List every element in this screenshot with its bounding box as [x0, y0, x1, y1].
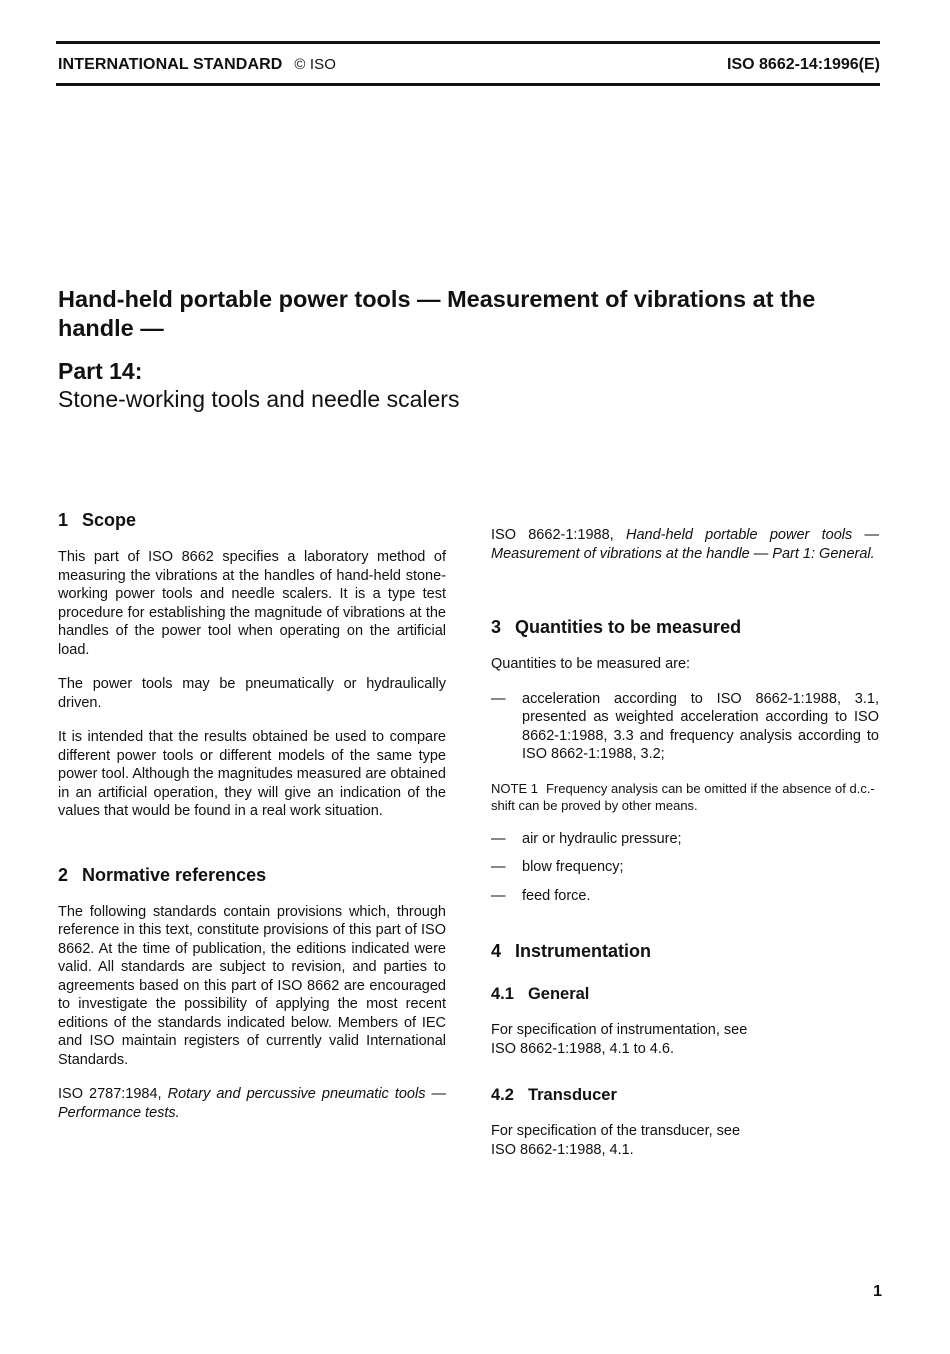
left-column [58, 508, 446, 1122]
header-top-rule [56, 41, 880, 44]
scope-paragraph-1: This part of ISO 8662 specifies a laboratory method of measuring the vibrations at the handles of hand-held stone-working power tools and needle scalers. It is a type test procedure for establishing the magnitude of vibrations at the handles of the power tool when operating on the artificial load. [58, 549, 446, 658]
general-text: For specification of instrumentation, see ISO 8662-1:1988, 4.1 to 4.6. [491, 1022, 748, 1057]
normative-reference-iso2787: ISO 2787:1984, Rotary and percussive pneumatic tools — Performance tests. [58, 1086, 446, 1121]
normative-paragraph: The following standards contain provisions which, through reference in this text, constitute provisions of this part of ISO 8662. At the time of publication, the editions indicated were valid. All standards are subject to revision, and parties to agreements based on this part of ISO 8662 are encouraged to investigate the possibility of applying the most recent editions of the standards indicated below. Members of IEC and ISO maintain registers of currently valid International Standards. [58, 903, 446, 1068]
list-item: — acceleration according to ISO 8662-1:1988, 3.1, presented as weighted acceleration according to ISO 8662-1:1988, 3.3 and frequency analysis according to ISO 8662-1:1988, 3.2; [491, 690, 879, 762]
section-scope-heading: 1 Scope [58, 510, 137, 530]
part-label: Part 14: [58, 358, 143, 384]
section-quantities-heading: 3 Quantities to be measured [491, 617, 742, 637]
scope-paragraph-3: It is intended that the results obtained be used to compare different power tools or different models of the same type power tool. Although the magnitudes measured are obtained in an artificial operation, they will give an indication of the values that would be found in a real work situation. [58, 729, 446, 819]
quantities-intro: Quantities to be measured are: [491, 656, 691, 672]
header-copyright: © ISO [294, 56, 336, 73]
part-subtitle: Stone-working tools and needle scalers [58, 386, 460, 412]
normative-reference-iso8662-1: ISO 8662-1:1988, Hand-held portable power tools — Measurement of vibrations at the handle — Part 1: General. [491, 527, 880, 562]
section-normative-heading: 2 Normative references [58, 864, 267, 885]
document-title: Hand-held portable power tools — Measurement of vibrations at the handle — [58, 286, 816, 341]
section-instrumentation-heading: 4 Instrumentation [491, 941, 652, 961]
list-item: — air or hydraulic pressure; [491, 830, 682, 847]
right-column [491, 526, 879, 1159]
transducer-text: For specification of the transducer, see ISO 8662-1:1988, 4.1. [491, 1123, 741, 1158]
header-left [58, 56, 336, 74]
subsection-general-heading: 4.1 General [491, 985, 590, 1003]
note-1: NOTE 1 Frequency analysis can be omitted if the absence of d.c.-shift can be proved by other means. [491, 780, 875, 813]
header-bottom-rule [56, 83, 880, 86]
page-number: 1 [873, 1283, 882, 1300]
list-item: — feed force. [491, 887, 591, 904]
scope-paragraph-2: The power tools may be pneumatically or hydraulically driven. [58, 676, 446, 711]
list-item: — blow frequency; [491, 859, 624, 875]
header-document-id: ISO 8662-14:1996(E) [727, 56, 880, 73]
header-standard-label: INTERNATIONAL STANDARD [58, 56, 283, 73]
subsection-transducer-heading: 4.2 Transducer [491, 1086, 617, 1104]
